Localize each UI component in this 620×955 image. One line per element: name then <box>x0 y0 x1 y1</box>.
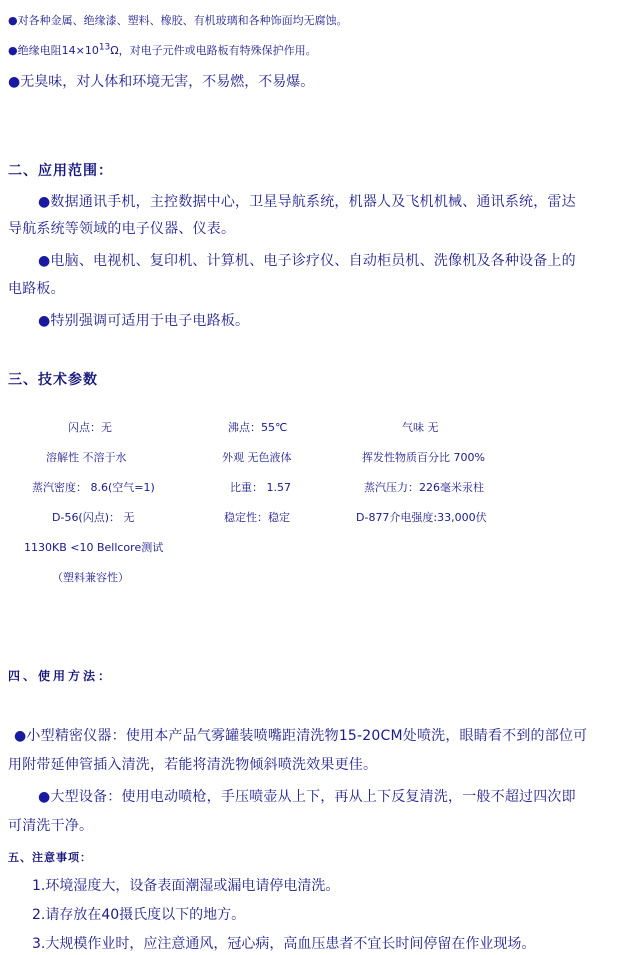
application-item-1 <box>38 191 576 211</box>
spec-appearance: 外观 无色液体 <box>222 451 292 464</box>
application-item-2 <box>38 250 576 270</box>
application-text: 电脑、电视机、复印机、计算机、电子诊疗仪、自动柜员机、洗像机及各种设备上的 <box>50 253 576 269</box>
note-item: 3.大规模作业时，应注意通风，冠心病，高血压患者不宜长时间停留在作业现场。 <box>32 936 536 952</box>
feature-line-2 <box>8 42 317 58</box>
application-item-3 <box>38 310 249 330</box>
spec-d56: D-56(闪点)： 无 <box>52 511 135 524</box>
usage-item-1-cont: 用附带延伸管插入清洗，若能将清洗物倾斜喷洗效果更佳。 <box>8 757 378 773</box>
note-item: 2.请存放在40摄氏度以下的地方。 <box>32 907 246 923</box>
bullet-icon: ● <box>38 789 51 805</box>
spec-volatile: 挥发性物质百分比 700% <box>362 451 485 464</box>
section-title-specs: 三、技术参数 <box>8 372 98 388</box>
usage-text: 小型精密仪器：使用本产品气雾罐装喷嘴距清洗物15-20CM处喷洗，眼睛看不到的部位可 <box>26 728 588 744</box>
feature-line-3 <box>8 71 314 91</box>
application-item-1-cont: 导航系统等领域的电子仪器、仪表。 <box>8 221 236 237</box>
spec-plastic-compat: （塑料兼容性） <box>52 571 129 584</box>
usage-text: 大型设备：使用电动喷枪，手压喷壶从上下，再从上下反复清洗，一般不超过四次即 <box>50 789 576 805</box>
spec-vapor-density: 蒸汽密度： 8.6(空气=1) <box>32 481 155 494</box>
feature-line-1 <box>8 12 348 28</box>
feature-text: Ω，对电子元件或电路板有特殊保护作用。 <box>110 44 317 57</box>
bullet-icon: ● <box>38 313 51 329</box>
spec-specific-gravity: 比重： 1.57 <box>230 481 291 494</box>
spec-odor: 气味 无 <box>402 421 439 434</box>
feature-text: 无臭味，对人体和环境无害，不易燃，不易爆。 <box>20 74 315 90</box>
bullet-icon: ● <box>38 194 51 210</box>
bullet-icon: ● <box>8 14 18 27</box>
section-title-usage: 四、使用方法： <box>8 669 114 683</box>
usage-item-1 <box>14 725 587 745</box>
usage-item-2-cont: 可清洗干净。 <box>8 818 94 834</box>
bullet-icon: ● <box>8 44 18 57</box>
application-text: 数据通讯手机，主控数据中心，卫星导航系统，机器人及飞机机械、通讯系统，雷达 <box>50 194 576 210</box>
application-item-2-cont: 电路板。 <box>8 281 65 297</box>
spec-vapor-pressure: 蒸汽压力：226毫米汞柱 <box>364 481 484 494</box>
spec-flash-point: 闪点：无 <box>68 421 112 434</box>
section-title-notes: 五、注意事项： <box>8 851 92 864</box>
note-item: 1.环境湿度大，设备表面潮湿或漏电请停电清洗。 <box>32 878 340 894</box>
spec-d877: D-877介电强度:33,000伏 <box>356 511 487 524</box>
application-text: 特别强调可适用于电子电路板。 <box>50 313 250 329</box>
spec-solubility: 溶解性 不溶于水 <box>46 451 127 464</box>
usage-item-2 <box>38 786 576 806</box>
feature-text: 对各种金属、绝缘漆、塑料、橡胶、有机玻璃和各种饰面均无腐蚀。 <box>17 14 348 27</box>
bullet-icon: ● <box>38 253 51 269</box>
exponent: 13 <box>98 42 111 53</box>
section-title-application: 二、应用范围： <box>8 163 113 179</box>
bullet-icon: ● <box>14 728 27 744</box>
spec-stability: 稳定性：稳定 <box>224 511 290 524</box>
feature-text: 绝缘电阻14×10 <box>17 44 99 57</box>
spec-boiling-point: 沸点：55℃ <box>228 421 288 434</box>
spec-bellcore: 1130KB <10 Bellcore测试 <box>24 541 164 554</box>
bullet-icon: ● <box>8 74 21 90</box>
